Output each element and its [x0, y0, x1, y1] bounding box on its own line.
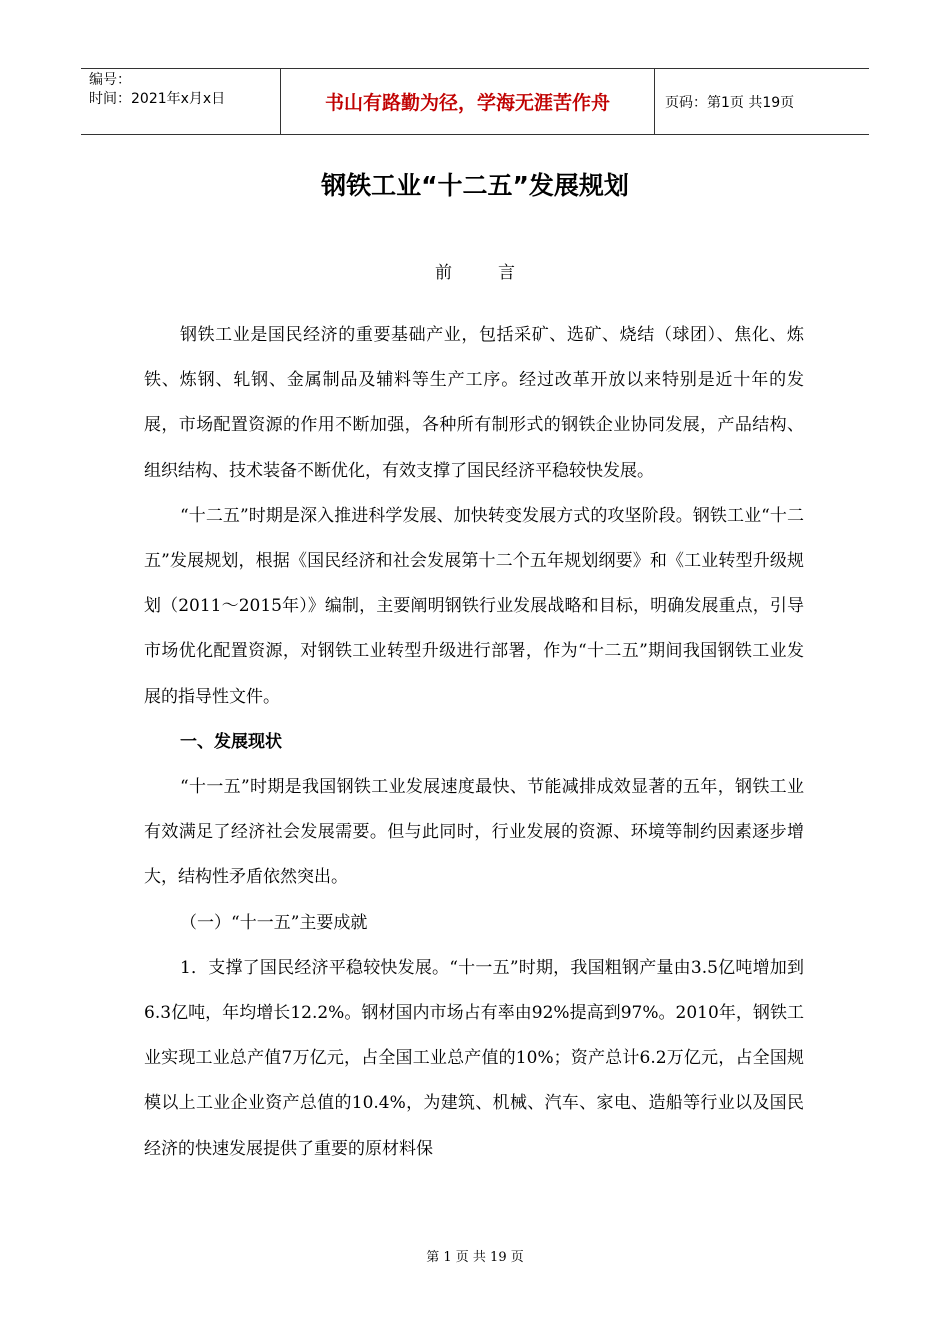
document-title: 钢铁工业“十二五”发展规划: [321, 171, 629, 200]
section-heading-status: 一、发展现状: [180, 731, 282, 752]
page-footer: 第 1 页 共 19 页: [426, 1250, 524, 1265]
subsection-heading-achievements: （一）“十一五”主要成就: [180, 912, 368, 933]
paragraph-status: “十一五”时期是我国钢铁工业发展速度最快、节能减排成效显著的五年，钢铁工业有效满足了经济社会发展需要。但与此同时，行业发展的资源、环境等制约因素逐步增大，结构性矛盾依然突出。: [144, 777, 804, 888]
paragraph-period: “十二五”时期是深入推进科学发展、加快转变发展方式的攻坚阶段。钢铁工业“十二五”发展规划，根据《国民经济和社会发展第十二个五年规划纲要》和《工业转型升级规划（2011～2015年）》编制，主要阐明钢铁行业发展战略和目标，明确发展重点，引导市场优化配置资源，对钢铁工业转型升级进行部署，作为“十二五”期间我国钢铁工业发展的指导性文件。: [144, 505, 804, 707]
header-motto: 书山有路勤为径，学海无涯苦作舟: [281, 69, 655, 134]
paragraph-achievement-1: 1．支撑了国民经济平稳较快发展。“十一五”时期，我国粗钢产量由3.5亿吨增加到6.3亿吨，年均增长12.2%。钢材国内市场占有率由92%提高到97%。2010年，钢铁工业实现工业总产值7万亿元，占全国工业总产值的10%；资产总计6.2万亿元，占全国规模以上工业企业资产总值的10.4%，为建筑、机械、汽车、家电、造船等行业以及国民经济的快速发展提供了重要的原材料保: [144, 957, 804, 1159]
header-table: [81, 68, 869, 135]
document-number-label: 编号：: [89, 72, 131, 88]
header-meta: [81, 69, 281, 134]
paragraph-intro: 钢铁工业是国民经济的重要基础产业，包括采矿、选矿、烧结（球团）、焦化、炼铁、炼钢、轧钢、金属制品及辅料等生产工序。经过改革开放以来特别是近十年的发展，市场配置资源的作用不断加强，各种所有制形式的钢铁企业协同发展，产品结构、组织结构、技术装备不断优化，有效支撑了国民经济平稳较快发展。: [144, 325, 804, 481]
document-time-label: 时间：2021年x月x日: [89, 91, 226, 107]
header-page-info: 页码：第1页 共19页: [665, 94, 795, 111]
document-body: [144, 313, 804, 1172]
preface-heading: 前言: [435, 263, 561, 283]
